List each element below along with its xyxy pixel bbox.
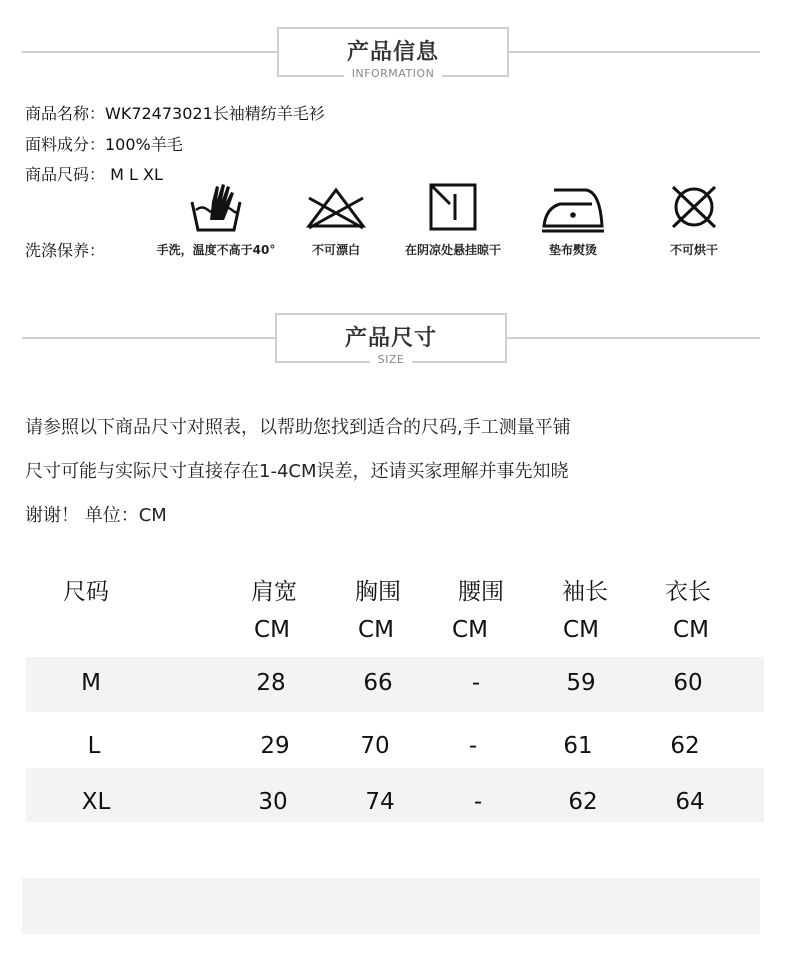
- iron-with-cloth-icon: [540, 180, 606, 234]
- table-unit-row: [26, 617, 764, 651]
- product-name: 商品名称：WK72473021长袖精纺羊毛衫: [25, 104, 325, 123]
- hand-wash-icon: [186, 180, 246, 234]
- table-cell: 59: [566, 670, 596, 696]
- table-unit-cell: CM: [673, 617, 709, 643]
- table-row: [26, 768, 764, 822]
- table-cell: 66: [363, 670, 393, 696]
- table-header-cell: 衣长: [665, 579, 711, 605]
- table-cell: -: [473, 789, 483, 815]
- product-sizes: 商品尺码： M L XL: [25, 165, 163, 184]
- footer-band: [22, 878, 760, 934]
- table-cell: -: [468, 733, 478, 759]
- care-caption: 垫布熨烫: [548, 243, 597, 257]
- table-cell: 29: [260, 733, 290, 759]
- care-item-no-tumble-dry: [624, 180, 764, 257]
- table-row: [26, 712, 764, 768]
- section-title-box: [277, 27, 509, 80]
- section-subtitle: INFORMATION: [344, 67, 443, 80]
- size-note: 请参照以下商品尺寸对照表，以帮助您找到适合的尺码,手工测量平铺: [25, 417, 571, 438]
- care-item-hand-wash: [146, 180, 286, 257]
- care-caption: 不可漂白: [311, 243, 360, 257]
- table-header-row: [26, 573, 764, 607]
- table-unit-cell: CM: [254, 617, 290, 643]
- size-note: 尺寸可能与实际尺寸直接存在1-4CM误差，还请买家理解并事先知晓: [25, 461, 569, 482]
- table-header-cell: 袖长: [562, 579, 608, 605]
- table-header-cell: 肩宽: [251, 579, 297, 605]
- section-header-info: [22, 27, 760, 80]
- table-unit-cell: CM: [452, 617, 488, 643]
- line-dry-shade-icon: [426, 180, 480, 234]
- table-cell: 62: [670, 733, 700, 759]
- section-title: 产品尺寸: [344, 326, 437, 351]
- table-unit-cell: CM: [563, 617, 599, 643]
- table-cell: 64: [675, 789, 705, 815]
- table-unit-cell: CM: [358, 617, 394, 643]
- product-material: 面料成分：100%羊毛: [25, 135, 183, 154]
- care-item-line-dry: [383, 180, 523, 257]
- table-cell: 62: [568, 789, 598, 815]
- table-cell: 30: [258, 789, 288, 815]
- care-label: 洗涤保养：: [25, 241, 106, 260]
- table-cell-size: M: [81, 670, 101, 696]
- table-header-cell: 腰围: [458, 579, 504, 605]
- table-cell-size: XL: [81, 789, 111, 815]
- section-title-box: [275, 313, 507, 366]
- table-cell: -: [471, 670, 481, 696]
- care-item-iron: [503, 180, 643, 257]
- table-row: [26, 657, 764, 712]
- no-bleach-icon: [305, 180, 367, 234]
- care-caption: 在阴凉处悬挂晾干: [404, 243, 501, 257]
- section-header-size: [22, 313, 760, 366]
- table-cell: 70: [360, 733, 390, 759]
- care-caption: 手洗，温度不高于40°: [156, 243, 276, 257]
- section-subtitle: SIZE: [370, 353, 413, 366]
- table-header-cell: 胸围: [355, 579, 401, 605]
- table-header-cell: 尺码: [63, 579, 109, 605]
- table-cell: 60: [673, 670, 703, 696]
- care-caption: 不可烘干: [669, 243, 718, 257]
- size-note: 谢谢！ 单位：CM: [25, 505, 167, 526]
- table-cell: 74: [365, 789, 395, 815]
- section-title: 产品信息: [346, 40, 439, 65]
- table-cell: 28: [256, 670, 286, 696]
- table-cell-size: L: [87, 733, 101, 759]
- table-cell: 61: [563, 733, 593, 759]
- no-tumble-dry-icon: [667, 180, 721, 234]
